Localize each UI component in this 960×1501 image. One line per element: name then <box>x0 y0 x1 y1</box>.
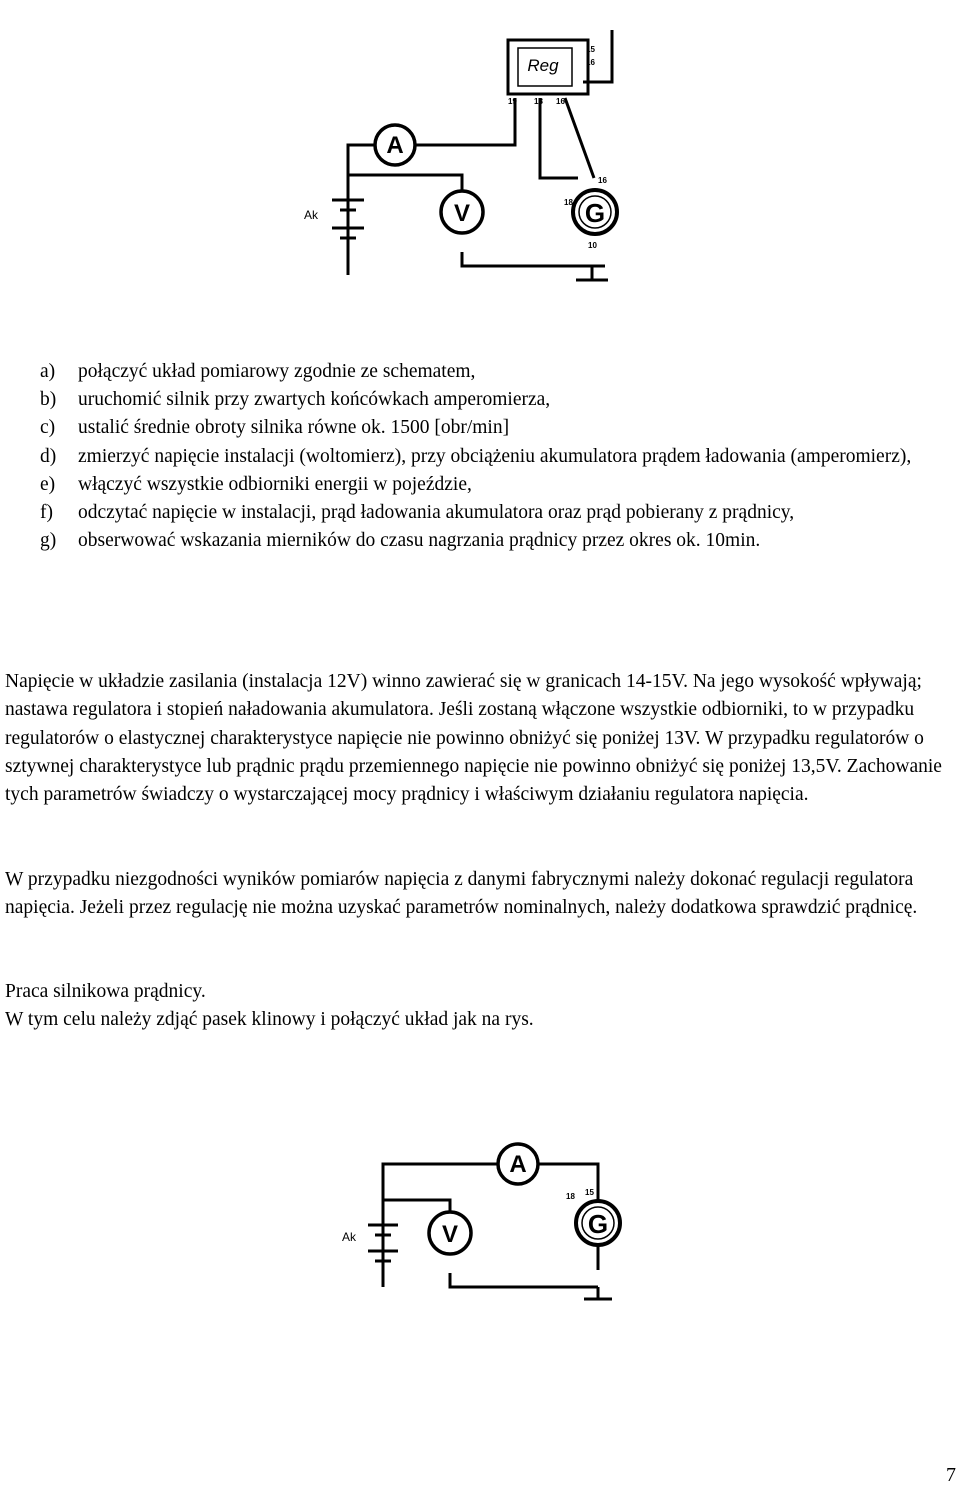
list-item: e) włączyć wszystkie odbiorniki energii w pojeździe, <box>40 473 472 495</box>
terminal-label: 15 <box>585 1188 594 1197</box>
battery-label: Ak <box>304 208 319 222</box>
terminal-label: 10 <box>588 241 597 250</box>
circuit-diagram-motor-operation <box>320 1075 650 1325</box>
circuit-diagram-regulator <box>240 0 700 330</box>
voltmeter-label: V <box>441 1221 459 1248</box>
list-item: d) zmierzyć napięcie instalacji (woltomierz), przy obciążeniu akumulatora prądem ładowania (amperomierz), <box>40 445 912 467</box>
battery-label: Ak <box>342 1230 357 1244</box>
terminal-label: 18 <box>566 1192 575 1201</box>
procedure-steps <box>40 358 950 555</box>
terminal-label: 16 <box>598 176 607 185</box>
ammeter-label: A <box>386 132 404 159</box>
list-item: c) ustalić średnie obroty silnika równe ok. 1500 [obr/min] <box>40 417 510 439</box>
voltage-requirements-paragraph: Napięcie w układzie zasilania (instalacja 12V) winno zawierać się w granicach 14-15V. Na jego wysokość wpływają; nastawa regulatora i stopień naładowania akumulatora. Jeśli zostaną włączone wszystkie odbiorniki, to w przypadku regulatorów o elastycznej charakterystyce napięcie nie powinno obniżyć się poniżej 13V. W przypadku regulatorów o sztywnej charakterystyce lub prądnic prądu przemiennego napięcie nie powinno obniżyć się poniżej 13,5V. Zachowanie tych parametrów świadczy o wystarczającej mocy prądnicy i właściwym działaniu regulatora napięcia. <box>5 671 942 806</box>
discrepancy-paragraph: W przypadku niezgodności wyników pomiarów napięcia z danymi fabrycznymi należy dokonać regulacji regulatora napięcia. Jeżeli przez regulację nie można uzyskać parametrów nominalnych, należy dodatkowa sprawdzić prądnicę. <box>5 869 918 919</box>
page-number: 7 <box>946 1464 956 1486</box>
list-item: g) obserwować wskazania mierników do czasu nagrzania prądnicy przez okres ok. 10min. <box>40 530 761 552</box>
voltmeter-label: V <box>453 200 471 227</box>
list-item: a) połączyć układ pomiarowy zgodnie ze schematem, <box>40 361 476 382</box>
terminal-label: 15 <box>586 45 595 54</box>
section-heading: Praca silnikowa prądnicy. <box>5 981 206 1002</box>
terminal-label: 18 <box>534 97 543 106</box>
terminal-label: 19 <box>508 97 517 106</box>
regulator-label: Reg <box>527 56 559 75</box>
terminal-label: 18 <box>564 198 573 207</box>
generator-label: G <box>584 198 606 228</box>
terminal-label: 16 <box>586 58 595 67</box>
list-item: f) odczytać napięcie w instalacji, prąd ładowania akumulatora oraz prąd pobierany z prądnicy, <box>40 502 795 524</box>
list-item: b) uruchomić silnik przy zwartych końcówkach amperomierza, <box>40 389 551 411</box>
terminal-label: 16 <box>556 97 565 106</box>
section-instruction: W tym celu należy zdjąć pasek klinowy i połączyć układ jak na rys. <box>5 1009 534 1030</box>
ammeter-label: A <box>509 1151 527 1178</box>
generator-label: G <box>587 1209 609 1239</box>
